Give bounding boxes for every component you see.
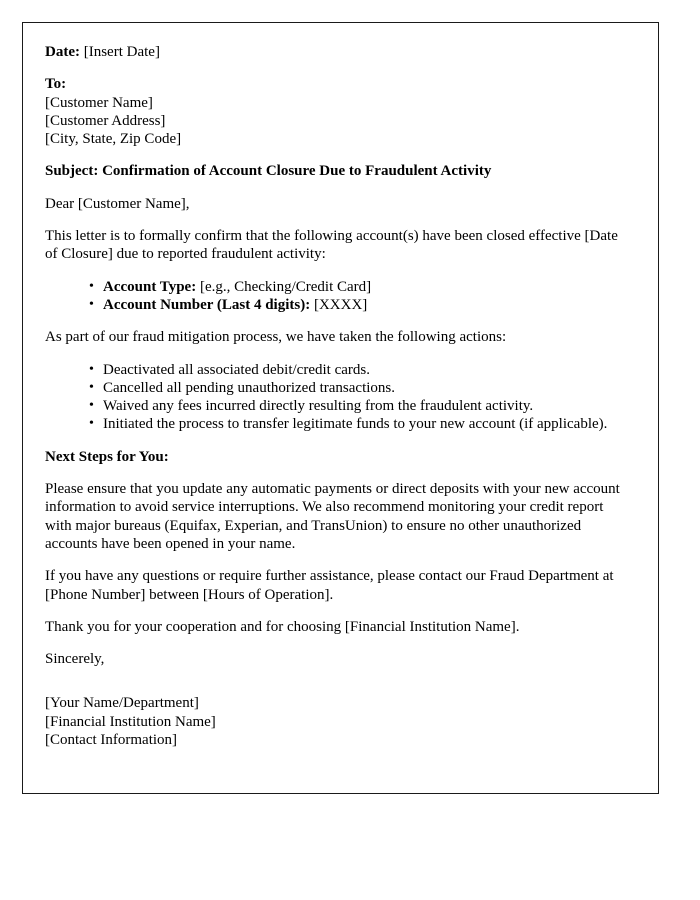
signature-spacer xyxy=(45,682,623,694)
thanks-paragraph: Thank you for your cooperation and for choosing [Financial Institution Name]. xyxy=(45,618,520,635)
letter-body xyxy=(45,43,623,763)
intro-paragraph: This letter is to formally confirm that the following account(s) have been closed effective [Date of Closure] due to reported fraudulent activity: xyxy=(45,228,618,263)
next-steps-heading: Next Steps for You: xyxy=(45,448,169,465)
signature-institution: [Financial Institution Name] xyxy=(45,713,216,730)
actions-intro-paragraph: As part of our fraud mitigation process, we have taken the following actions: xyxy=(45,329,507,346)
subject-line: Subject: Confirmation of Account Closure Due to Fraudulent Activity xyxy=(45,163,492,180)
date-label: Date: xyxy=(45,44,80,60)
closing-line: Sincerely, xyxy=(45,651,105,668)
salutation: Dear [Customer Name], xyxy=(45,195,190,212)
signature-name: [Your Name/Department] xyxy=(45,695,199,712)
list-item xyxy=(89,278,623,296)
actions-list xyxy=(45,361,623,434)
next-steps-paragraph: Please ensure that you update any automatic payments or direct deposits with your new account information to avoid service interruptions. We also recommend monitoring your credit report with major bureaus (Equifax, Experian, and TransUnion) to ensure no other unauthorized accounts have been opened in your name. xyxy=(45,481,620,552)
to-label: To: xyxy=(45,76,67,93)
signature-block xyxy=(45,694,623,749)
account-type-label: Account Type: xyxy=(103,278,197,295)
recipient-name: [Customer Name] xyxy=(45,94,153,111)
list-item: • Cancelled all pending unauthorized transactions. xyxy=(89,379,623,397)
recipient-address: [Customer Address] xyxy=(45,112,166,129)
list-item: • Deactivated all associated debit/credit cards. xyxy=(89,361,623,379)
list-item: • Waived any fees incurred directly resulting from the fraudulent activity. xyxy=(89,397,623,415)
recipient-block xyxy=(45,75,623,148)
account-number-value: [XXXX] xyxy=(313,296,368,313)
signature-contact: [Contact Information] xyxy=(45,732,178,749)
recipient-city-state-zip: [City, State, Zip Code] xyxy=(45,131,182,148)
date-value: [Insert Date] xyxy=(83,44,160,60)
account-details-list xyxy=(45,278,623,315)
letter-page xyxy=(22,22,659,794)
account-type-value: [e.g., Checking/Credit Card] xyxy=(199,278,372,295)
contact-paragraph: If you have any questions or require further assistance, please contact our Fraud Department at [Phone Number] between [Hours of Operation]. xyxy=(45,568,614,603)
list-item xyxy=(89,296,623,314)
account-number-label: Account Number (Last 4 digits): xyxy=(103,296,311,313)
date-line xyxy=(45,43,623,61)
list-item: • Initiated the process to transfer legitimate funds to your new account (if applicable). xyxy=(89,415,623,433)
